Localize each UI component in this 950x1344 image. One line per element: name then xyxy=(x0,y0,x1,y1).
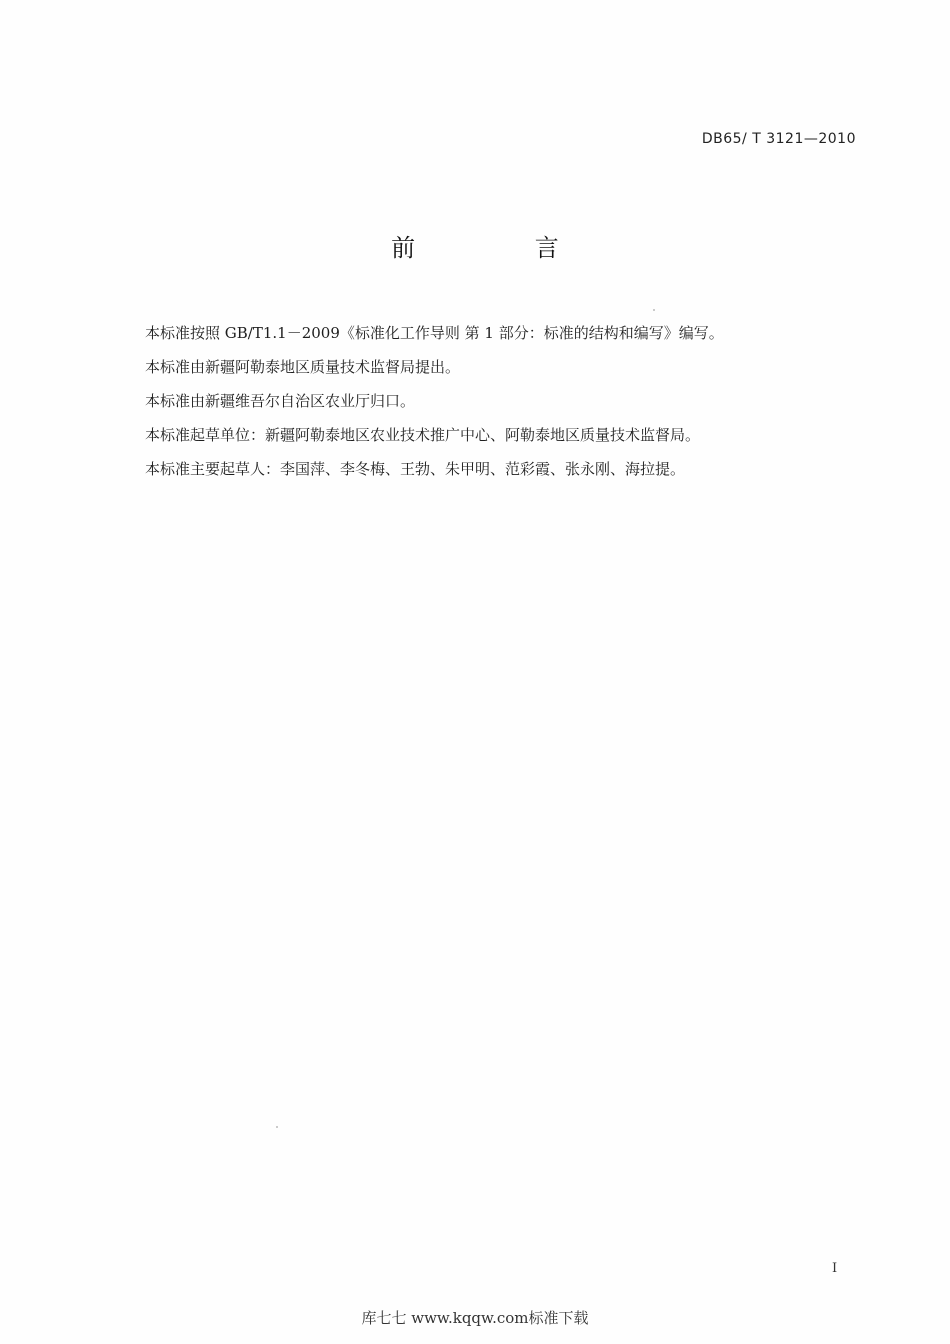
foreword-line: 本标准由新疆维吾尔自治区农业厅归口。 xyxy=(145,392,416,410)
footer-watermark: 库七七 www.kqqw.com标准下载 xyxy=(361,1309,589,1327)
foreword-title: 前 言 xyxy=(391,234,615,262)
foreword-line: 本标准主要起草人：李国萍、李冬梅、王勃、朱甲明、范彩霞、张永刚、海拉提。 xyxy=(145,460,686,478)
scan-speck xyxy=(653,309,655,311)
foreword-body xyxy=(145,324,865,494)
page-number: I xyxy=(832,1261,838,1276)
foreword-line: 本标准由新疆阿勒泰地区质量技术监督局提出。 xyxy=(145,358,461,376)
foreword-line: 本标准按照 GB/T1.1－2009《标准化工作导则 第 1 部分：标准的结构和编写》编写。 xyxy=(145,324,724,342)
scan-speck xyxy=(276,1126,278,1128)
standard-code: DB65/ T 3121—2010 xyxy=(701,131,856,147)
foreword-line: 本标准起草单位：新疆阿勒泰地区农业技术推广中心、阿勒泰地区质量技术监督局。 xyxy=(145,426,701,444)
